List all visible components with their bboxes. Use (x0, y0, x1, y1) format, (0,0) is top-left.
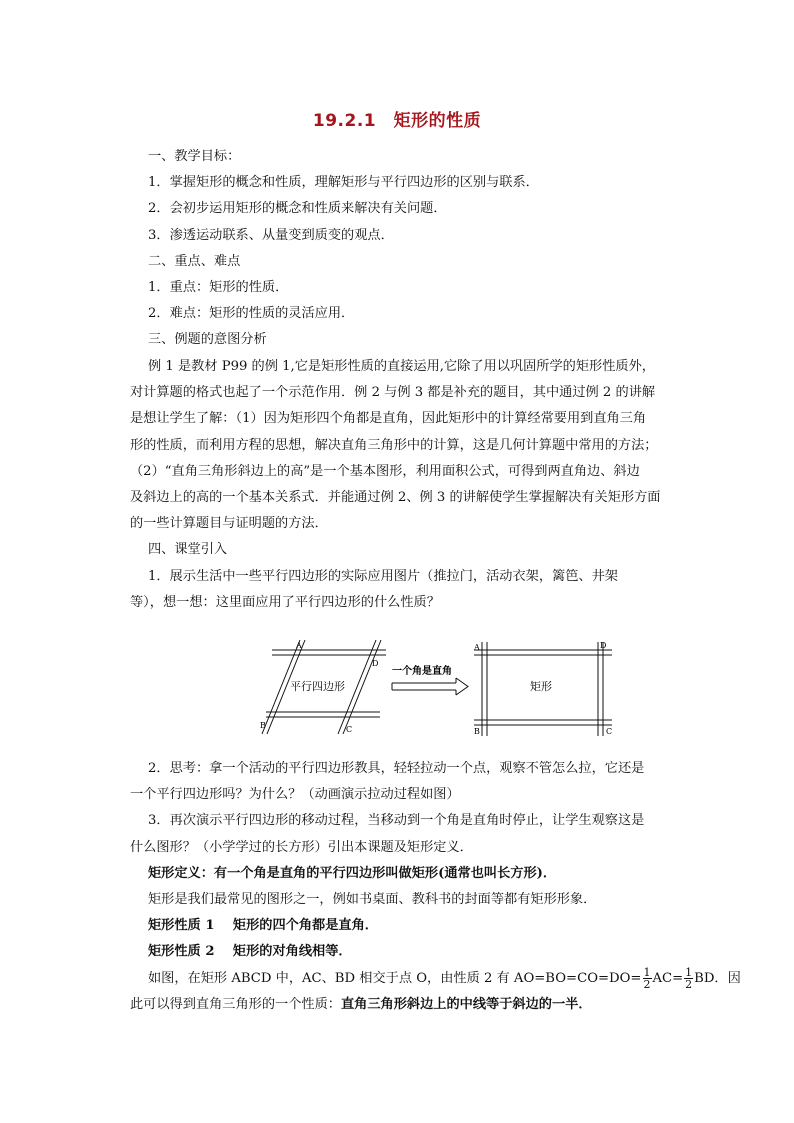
property-2-label: 矩形性质 2 (148, 944, 215, 960)
rectangle-definition: 矩形定义：有一个角是直角的平行四边形叫做矩形(通常也叫长方形)． (148, 865, 557, 881)
section-heading-examples: 三、例题的意图分析 (148, 332, 267, 348)
section-heading-keypoints: 二、重点、难点 (148, 253, 241, 269)
vertex-label-c: C (346, 725, 353, 734)
para-line: （2）“直角三角形斜边上的高”是一个基本图形，利用面积公式，可得到两直角边、斜边 (130, 463, 640, 479)
para-line: 1．展示生活中一些平行四边形的实际应用图片（推拉门，活动衣架，篱笆、井架 (148, 568, 618, 584)
para-line: 3．再次演示平行四边形的移动过程，当移动到一个角是直角时停止，让学生观察这是 (148, 813, 645, 829)
objective-3: 3．渗透运动联系、从量变到质变的观点． (148, 227, 394, 243)
parallelogram-to-rectangle-figure (260, 638, 618, 744)
vertex-label-b: B (260, 721, 266, 730)
arrow-label: 一个角是直角 (392, 666, 452, 677)
median-property: 直角三角形斜边上的中线等于斜边的一半． (341, 996, 592, 1012)
property-2 (130, 939, 690, 965)
para-line: 矩形是我们最常见的图形之一，例如书桌面、教科书的封面等都有矩形形象． (148, 892, 597, 908)
page-title: 19.2.1 矩形的性质 (312, 111, 482, 131)
para-line: 等），想一想：这里面应用了平行四边形的什么性质？ (130, 594, 440, 610)
para-line: 2．思考：拿一个活动的平行四边形教具，轻轻拉动一个点，观察不管怎么拉，它还是 (148, 761, 645, 776)
lower-paragraphs (130, 756, 741, 1018)
rect-vertex-label-a: A (474, 643, 480, 652)
fraction-numerator: 1 (643, 965, 651, 979)
vertex-label-d: D (372, 659, 379, 668)
examples-paragraph (130, 354, 690, 616)
property-1-label: 矩形性质 1 (148, 918, 215, 934)
document-body (148, 144, 680, 354)
fraction-denominator: 2 (643, 977, 651, 991)
para-line: 是想让学生了解：（1）因为矩形四个角都是直角，因此矩形中的计算经常要用到直角三角 (130, 411, 647, 427)
parallelogram-label: 平行四边形 (290, 680, 345, 693)
fraction-numerator: 1 (685, 965, 693, 979)
para-line: 形的性质，而利用方程的思想，解决直角三角形中的计算，这是几何计算题中常用的方法； (130, 437, 658, 453)
rect-vertex-label-c: C (606, 727, 613, 736)
rect-vertex-label-b: B (474, 727, 480, 736)
section-heading-objectives: 一、教学目标： (148, 149, 241, 164)
fraction-denominator: 2 (685, 977, 693, 991)
para-line-with-fractions (130, 965, 741, 992)
para-line: 对计算题的格式也起了一个示范作用．例 2 与例 3 都是补充的题目，其中通过例 2 的讲解 (130, 385, 656, 401)
vertex-label-a: A (296, 641, 302, 650)
para-line: 及斜边上的高的一个基本关系式．并能通过例 2、例 3 的讲解使学生掌握解决有关矩形方面 (130, 490, 661, 506)
objective-2: 2．会初步运用矩形的概念和性质来解决有关问题． (148, 201, 447, 217)
fraction-half (684, 967, 693, 990)
para-line: 例 1 是教材 P99 的例 1,它是矩形性质的直接运用,它除了用以巩固所学的矩形性质外， (148, 359, 655, 374)
fraction-half (643, 967, 652, 990)
property-1 (130, 913, 690, 939)
rect-vertex-label-d: D (600, 641, 607, 650)
section-heading-intro: 四、课堂引入 (148, 542, 228, 558)
property-2-text: 矩形的对角线相等． (232, 944, 352, 960)
para-line: 的一些计算题目与证明题的方法． (130, 516, 328, 532)
property-1-text: 矩形的四个角都是直角． (232, 918, 378, 934)
rectangle-label: 矩形 (530, 680, 552, 693)
text-segment: BD．因 (694, 970, 741, 986)
keypoint-1: 1．重点：矩形的性质． (148, 280, 289, 296)
keypoint-2: 2．难点：矩形的性质的灵活应用． (148, 306, 355, 322)
para-line: 什么图形？（小学学过的长方形）引出本课题及矩形定义． (130, 839, 473, 855)
objective-1: 1．掌握矩形的概念和性质，理解矩形与平行四边形的区别与联系． (148, 175, 539, 191)
transform-arrow (392, 678, 468, 695)
text-segment: 如图，在矩形 ABCD 中，AC、BD 相交于点 O，由性质 2 有 AO=BO=CO=DO= (148, 970, 642, 986)
para-line: 一个平行四边形吗？为什么？（动画演示拉动过程如图） (130, 787, 460, 803)
para-line (130, 992, 690, 1018)
text-segment: AC= (652, 970, 684, 986)
text-segment: 此可以得到直角三角形的一个性质： (130, 996, 341, 1012)
